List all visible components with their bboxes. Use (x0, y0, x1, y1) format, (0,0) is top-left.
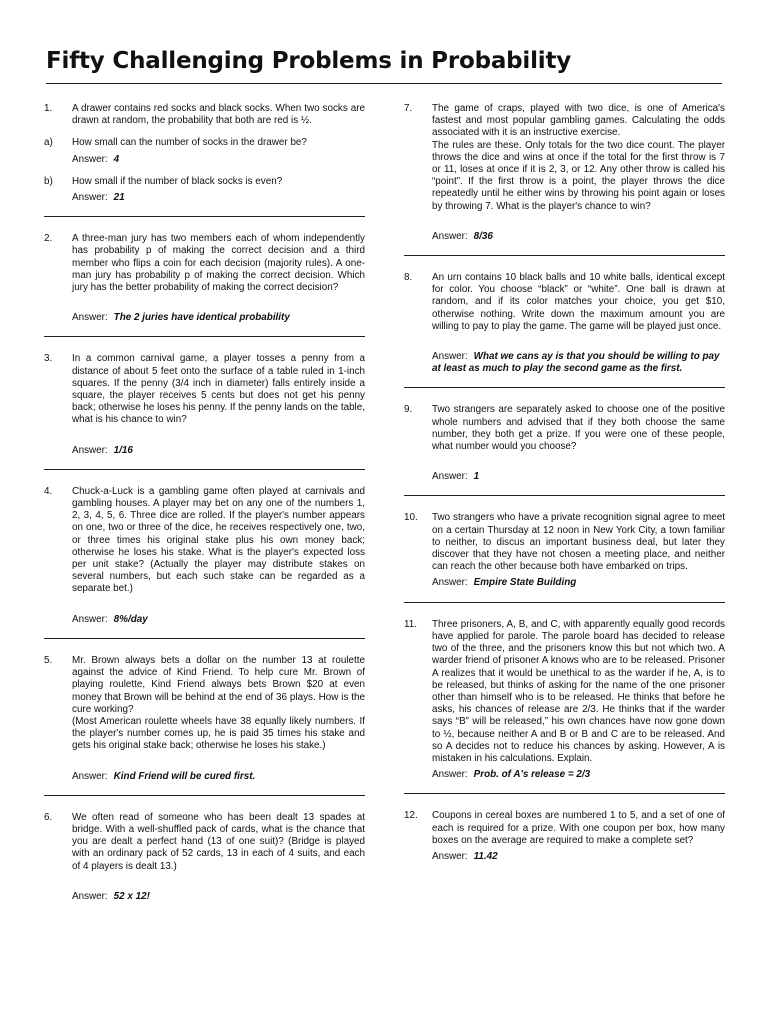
problem-1 (44, 103, 365, 204)
problem-note: (Most American roulette wheels have 38 equally likely numbers. If the player's number comes up, he is paid 35 times his stake and gets his original stake back; otherwise he loses his stake.) (72, 715, 365, 752)
answer (72, 192, 365, 204)
problem-text: The game of craps, played with two dice, is one of America's fastest and most popular gambling games. Calculating the odds associated with it is an instructive exercise. (432, 103, 725, 139)
answer-value: The 2 juries have identical probability (113, 312, 290, 324)
problem-divider (404, 387, 725, 388)
answer (432, 769, 725, 781)
problem-number: 7. (404, 103, 413, 114)
subquestion-text: How small if the number of black socks is even? (72, 175, 283, 187)
answer-label: Answer: (432, 769, 468, 781)
right-column (404, 103, 725, 863)
problem-5 (44, 655, 365, 783)
problem-divider (44, 216, 365, 217)
answer-value: 21 (113, 192, 125, 204)
problem-number: 8. (404, 272, 413, 284)
subquestion-a (44, 137, 365, 165)
problem-divider (44, 638, 365, 639)
problem-text: Three prisoners, A, B, and C, with apparently equally good records have applied for parole. The parole board has decided to release two of the three, and the prisoners know this but not which two. A warder friend of prisoner A knows who are to be released. Prisoner A realizes that it would be unethical to as the warder if he, A, is to be released, but thinks of asking for the name of the one prisoner other than himself who is to be released. He thinks that before he asks, his chances of release are 2/3. He thinks that if the warder says “B” will be released,” his own chances have now gone down to ½, because neither A and B or B and C are to be released. And so A decides not to reduce his chances by asking. However, A is mistaken in his calculations. Explain. (432, 618, 725, 764)
problem-3 (44, 353, 365, 456)
problem-rules: The rules are these. Only totals for the two dice count. The player throws the dice and wins at once if the total for the first throw is 7 or 11, loses at once if it is 2, 3, or 12. Any other throw is called his “point”. If the first throw is a point, the player throws the dice repeatedly until he either wins by throwing his point again or loses by throwing 7. What is the player's chance to win? (432, 139, 725, 212)
answer-label: Answer: (72, 890, 108, 902)
answer (72, 312, 365, 324)
answer (432, 471, 725, 483)
left-column (44, 103, 365, 903)
problem-divider (44, 469, 365, 470)
answer (72, 445, 365, 457)
title-divider (46, 83, 722, 84)
page-title: Fifty Challenging Problems in Probability (46, 48, 572, 74)
problem-2 (44, 233, 365, 324)
answer-label: Answer: (432, 577, 468, 589)
problem-divider (404, 793, 725, 794)
problem-text: A three-man jury has two members each of whom independently has probability p of making the correct decision and a third member who flips a coin for each decision (majority rules). A one-man jury has probability p of making the correct decision. Which jury has the better probability of making the correct decision? (72, 233, 365, 294)
problem-divider (404, 602, 725, 603)
problem-text: Coupons in cereal boxes are numbered 1 to 5, and a set of one of each is required for a prize. With one coupon per box, how many boxes on the average are required to make a complete set? (432, 810, 725, 846)
problem-divider (44, 795, 365, 796)
answer (72, 154, 365, 166)
answer-label: Answer: (72, 444, 108, 456)
answer (432, 231, 725, 243)
problem-10 (404, 512, 725, 589)
problem-text: Mr. Brown always bets a dollar on the number 13 at roulette against the advice of Kind Friend. To help cure Mr. Brown of playing roulette, Kind Friend always bets Brown $20 at even money that Brown will be behind at the end of 36 plays. How is the cure working? (72, 654, 365, 715)
answer-value: 8/36 (473, 230, 493, 242)
answer (72, 614, 365, 626)
problem-number: 10. (404, 512, 418, 524)
answer-label: Answer: (432, 850, 468, 862)
problem-divider (44, 336, 365, 337)
problem-12 (404, 810, 725, 863)
answer-value: 1/16 (113, 444, 133, 456)
answer-value: 4 (113, 153, 120, 165)
answer-value: 52 x 12! (113, 890, 150, 902)
problem-number: 6. (44, 811, 53, 823)
problem-text: An urn contains 10 black balls and 10 white balls, identical except for color. You choose “black” or “white”. One ball is drawn at random, and if its color matches your choice, you get $10, otherwise nothing. Write down the maximum amount you are willing to pay to play the game. The game will be played just once. (432, 272, 725, 332)
problem-text: In a common carnival game, a player tosses a penny from a distance of about 5 feet onto the surface of a table ruled in 1-inch squares. If the penny (3/4 inch in diameter) falls entirely inside a square, the player receives 5 cents but does not get his penny back; otherwise he loses his penny. If the penny lands on the table, what is his chance to win? (72, 353, 365, 426)
answer-label: Answer: (72, 192, 108, 204)
answer-value: 8%/day (113, 613, 148, 625)
problem-text: Two strangers who have a private recognition signal agree to meet on a certain Thursday at 12 noon in New York City, a town familiar to neither, to discus an important business deal, but later they discover that they have not chosen a meeting place, and neither can reach the other because both have embarked on trips. (432, 512, 725, 573)
answer-value: Empire State Building (473, 577, 577, 589)
answer-label: Answer: (72, 312, 108, 324)
problem-number: 5. (44, 654, 53, 666)
subquestion-label: a) (44, 137, 53, 149)
answer (432, 851, 725, 863)
answer-label: Answer: (72, 613, 108, 625)
answer (432, 351, 725, 375)
problem-divider (404, 495, 725, 496)
answer-value: 1 (473, 471, 480, 483)
problem-number: 4. (44, 485, 53, 497)
answer (72, 891, 365, 903)
problem-text: We often read of someone who has been dealt 13 spades at bridge. With a well-shuffled pack of cards, what is the chance that you are dealt a perfect hand (13 of one suit)? (Bridge is played with an ordinary pack of 52 cards, 13 in each of 4 suits, and each of 4 players is dealt 13.) (72, 811, 365, 872)
problem-text: A drawer contains red socks and black socks. When two socks are drawn at random, the probability that both are red is ½. (72, 103, 365, 127)
problem-9 (404, 404, 725, 483)
problem-8 (404, 272, 725, 375)
problem-number: 9. (404, 404, 413, 416)
problem-number: 2. (44, 233, 53, 245)
problem-number: 1. (44, 103, 53, 114)
subquestion-b (44, 175, 365, 204)
problem-number: 12. (404, 810, 418, 822)
answer-label: Answer: (72, 153, 108, 165)
answer-label: Answer: (72, 770, 108, 782)
answer (72, 771, 365, 783)
answer-label: Answer: (432, 230, 468, 242)
subquestion-label: b) (44, 175, 53, 187)
answer-value: Kind Friend will be cured first. (113, 770, 256, 782)
problem-number: 3. (44, 353, 53, 365)
answer-value: What we cans ay is that you should be willing to pay at least as much to play the second game as the first. (432, 351, 720, 375)
answer-label: Answer: (432, 471, 468, 483)
answer-value: Prob. of A's release = 2/3 (473, 769, 591, 781)
problem-11 (404, 619, 725, 782)
problem-4 (44, 486, 365, 626)
problem-divider (404, 255, 725, 256)
answer-label: Answer: (432, 351, 468, 363)
problem-number: 11. (404, 618, 417, 630)
problem-text: Chuck-a-Luck is a gambling game often played at carnivals and gambling houses. A player may bet on any one of the numbers 1, 2, 3, 4, 5, 6. Three dice are rolled. If the player's number appears on one, two or three of the dice, he receives respectively one, two, or three times his original stake plus his own money back; otherwise he loses his stake. What is the player's expected loss per unit stake? (Actually the player may distribute stakes on several numbers, but each such stake can be regarded as a separate bet.) (72, 485, 365, 595)
answer-value: 11.42 (473, 850, 498, 862)
problem-7 (404, 103, 725, 243)
problem-6 (44, 812, 365, 903)
answer (432, 577, 725, 589)
problem-text: Two strangers are separately asked to choose one of the positive whole numbers and advised that if they both choose the same number, they both get a prize. If you were one of these people, what number would you choose? (432, 404, 725, 453)
subquestion-text: How small can the number of socks in the drawer be? (72, 137, 307, 149)
